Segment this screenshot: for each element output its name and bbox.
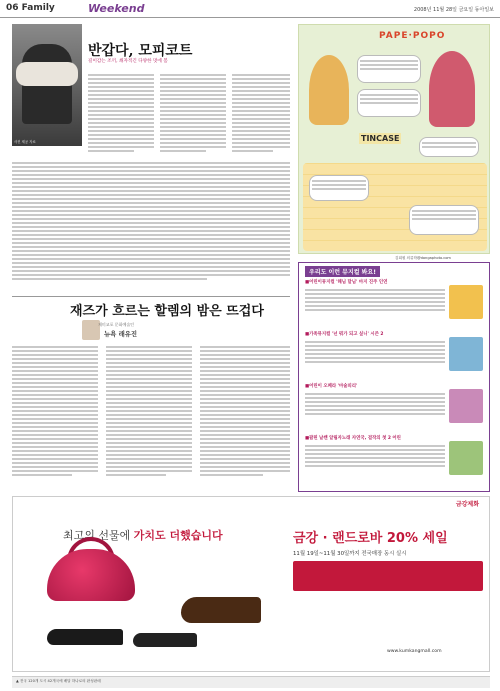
- musical-recommendation-box: [298, 262, 490, 492]
- speech-bubble: [357, 55, 421, 83]
- slogan-text: 최고의 선물에: [63, 529, 134, 542]
- author-role: 재미교포 문화예술인: [98, 322, 135, 327]
- masthead: [0, 0, 500, 18]
- recommendation-text: [305, 391, 445, 417]
- sale-banner: [293, 561, 483, 591]
- article-column: [160, 72, 226, 154]
- feature-subtitle: 길이감는 조끼, 쇄자적긴 다양한 멋에 봄: [88, 59, 168, 64]
- footer-strip: [12, 676, 490, 688]
- illustration-credit: 김희원 의류학@dongaphoto.com: [395, 256, 451, 260]
- recommendation-title: ■어린이 오페라 '마술피리': [305, 384, 358, 389]
- recommendation-title: ■어린이뮤지컬 '해님 달님' 마지 진주 인연: [305, 280, 388, 285]
- musical-poster: [449, 337, 483, 371]
- fur-coat-photo: [12, 24, 82, 146]
- black-shoe-image: [47, 629, 123, 645]
- jazz-article-column: [106, 344, 192, 478]
- feature-title: 반갑다, 모피코트: [88, 43, 193, 59]
- brown-shoe-image: [181, 597, 261, 623]
- box-heading: 우리도 이런 뮤지컬 봐요!: [305, 266, 380, 277]
- speech-bubble: [409, 205, 479, 235]
- speech-bubble: [419, 137, 479, 157]
- article-column: [88, 72, 154, 154]
- article-continued: [12, 160, 290, 282]
- recommendation-text: [305, 443, 445, 469]
- recommendation-title: ■팝핀 날쌘 알림자노래 자연국, 걸작의 첫 2 어린: [305, 436, 401, 441]
- sale-headline: 금강 · 랜드로바 20% 세일: [293, 531, 448, 546]
- article-column: [232, 72, 290, 154]
- musical-poster: [449, 285, 483, 319]
- musical-poster: [449, 389, 483, 423]
- weekend-label: Weekend: [88, 2, 145, 15]
- character-figure: [309, 55, 349, 125]
- jazz-article-column: [12, 344, 98, 478]
- handbag-image: [47, 549, 135, 601]
- footer-caption: ▲ 전국 120개 도시 42개국에 배달 하나로의 완성판매: [16, 679, 101, 683]
- divider: [12, 296, 290, 297]
- speech-bubble: [357, 89, 421, 117]
- illustration-title: PAPE·POPO: [379, 31, 446, 41]
- speech-bubble: [309, 175, 369, 201]
- sale-panel: [293, 527, 483, 591]
- character-figure: [429, 51, 475, 127]
- black-shoe-image: [133, 633, 197, 647]
- tincase-logo: TINCASE: [361, 134, 400, 143]
- section-label: 06 Family: [6, 3, 55, 13]
- ad-brand-logo: 금강제화: [455, 501, 479, 508]
- comic-illustration: [298, 24, 490, 254]
- sale-dates: 11월 19일~11월 30일까지 전국매장 동시 실시: [293, 551, 407, 557]
- musical-poster: [449, 441, 483, 475]
- recommendation-title: ■가족뮤지컬 '넌 뭐가 되고 싶니' 시즌 2: [305, 332, 384, 337]
- slogan-emphasis: 가치도 더했습니다: [133, 529, 223, 542]
- recommendation-text: [305, 287, 445, 313]
- jazz-article-title: 재즈가 흐르는 할렘의 밤은 뜨겁다: [70, 304, 264, 319]
- shoe-advertisement: [12, 496, 490, 672]
- recommendation-text: [305, 339, 445, 365]
- issue-date: 2008년 11월 28일 금요일 동아일보: [413, 7, 494, 13]
- jazz-article-column: [200, 344, 290, 478]
- ad-url[interactable]: www.kumkangmall.com: [387, 649, 442, 654]
- photo-caption: 사진 제공 자료: [14, 140, 36, 144]
- author-name: 뉴욕 래유진: [104, 330, 138, 338]
